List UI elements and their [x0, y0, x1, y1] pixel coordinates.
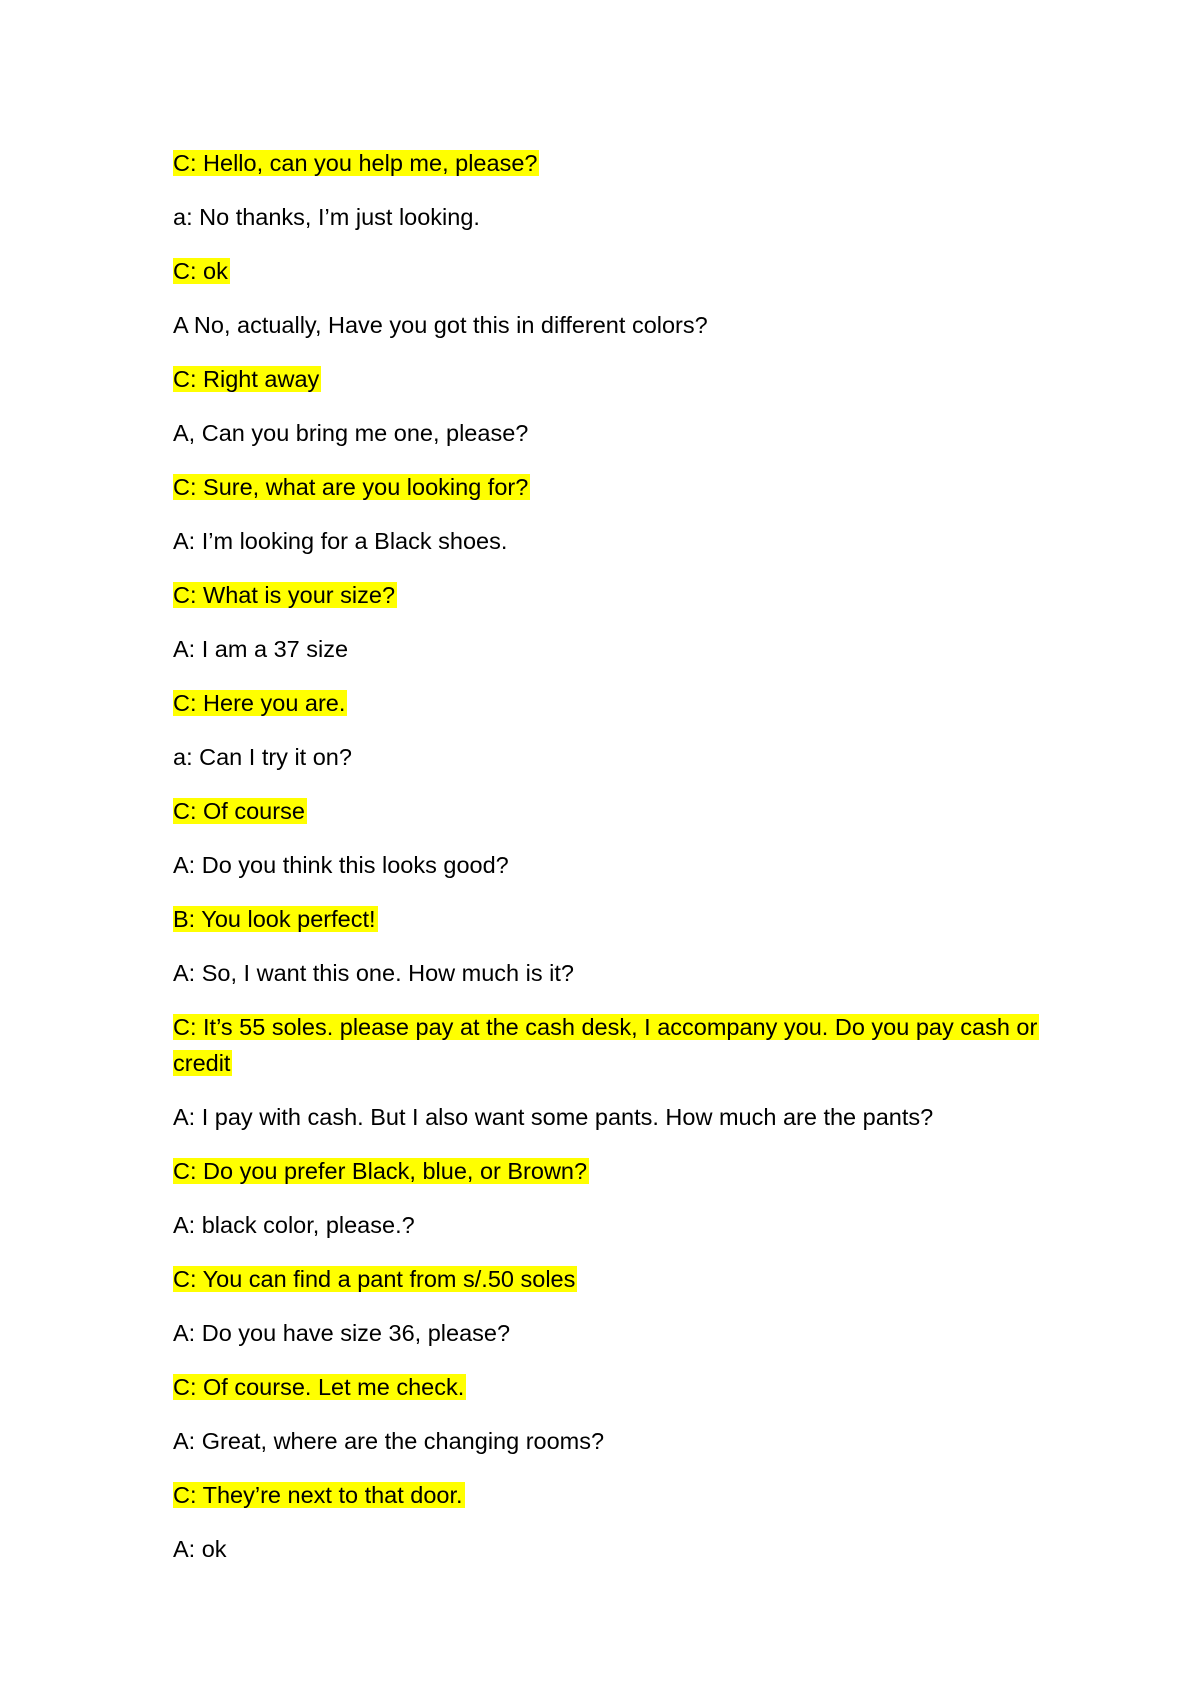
dialogue-line	[173, 253, 1053, 289]
dialogue-line-text: A: Great, where are the changing rooms?	[173, 1428, 605, 1454]
dialogue-line-text: A: black color, please.?	[173, 1212, 415, 1238]
dialogue-line-text: A: I am a 37 size	[173, 636, 349, 662]
dialogue-line-text: C: ok	[173, 258, 228, 284]
dialogue-line-text: C: What is your size?	[173, 582, 396, 608]
dialogue-line-text: C: Sure, what are you looking for?	[173, 474, 529, 500]
dialogue-line	[173, 631, 1053, 667]
dialogue-line	[173, 523, 1053, 559]
dialogue-line	[173, 1153, 1053, 1189]
dialogue-line-text: B: You look perfect!	[173, 906, 376, 932]
dialogue-line-text: A, Can you bring me one, please?	[173, 420, 529, 446]
dialogue-line	[173, 955, 1053, 991]
dialogue-line-text: C: It’s 55 soles. please pay at the cash desk, I accompany you. Do you pay cash or credit	[173, 1014, 1038, 1076]
dialogue-line-text: C: You can find a pant from s/.50 soles	[173, 1266, 576, 1292]
dialogue-line	[173, 1477, 1053, 1513]
dialogue-line-text: A: Do you have size 36, please?	[173, 1320, 511, 1346]
dialogue-line	[173, 469, 1053, 505]
dialogue-line	[173, 1207, 1053, 1243]
dialogue-line	[173, 685, 1053, 721]
dialogue-line	[173, 415, 1053, 451]
dialogue-line	[173, 1261, 1053, 1297]
dialogue-line-text: C: Hello, can you help me, please?	[173, 150, 538, 176]
dialogue-line	[173, 793, 1053, 829]
dialogue-line-text: a: Can I try it on?	[173, 744, 352, 770]
dialogue-line-text: C: Do you prefer Black, blue, or Brown?	[173, 1158, 588, 1184]
dialogue-line-text: A No, actually, Have you got this in different colors?	[173, 312, 708, 338]
dialogue-line-text: C: Of course. Let me check.	[173, 1374, 465, 1400]
dialogue-line-text: A: I pay with cash. But I also want some pants. How much are the pants?	[173, 1104, 934, 1130]
dialogue-line-text: A: ok	[173, 1536, 227, 1562]
dialogue-line	[173, 847, 1053, 883]
dialogue-line	[173, 307, 1053, 343]
dialogue-line-text: A: Do you think this looks good?	[173, 852, 509, 878]
dialogue-line-text: C: They’re next to that door.	[173, 1482, 463, 1508]
dialogue-line	[173, 1009, 1053, 1081]
dialogue-line-text: C: Of course	[173, 798, 305, 824]
dialogue-line	[173, 739, 1053, 775]
dialogue-line-text: A: So, I want this one. How much is it?	[173, 960, 574, 986]
dialogue-line	[173, 1423, 1053, 1459]
dialogue-transcript	[173, 145, 1053, 1585]
dialogue-line-text: C: Right away	[173, 366, 320, 392]
dialogue-line	[173, 1315, 1053, 1351]
dialogue-line	[173, 1531, 1053, 1567]
dialogue-line	[173, 577, 1053, 613]
dialogue-line	[173, 1099, 1053, 1135]
dialogue-line	[173, 199, 1053, 235]
dialogue-line	[173, 145, 1053, 181]
dialogue-line-text: C: Here you are.	[173, 690, 346, 716]
dialogue-line	[173, 361, 1053, 397]
dialogue-line	[173, 1369, 1053, 1405]
dialogue-line	[173, 901, 1053, 937]
dialogue-line-text: a: No thanks, I’m just looking.	[173, 204, 480, 230]
dialogue-line-text: A: I’m looking for a Black shoes.	[173, 528, 508, 554]
